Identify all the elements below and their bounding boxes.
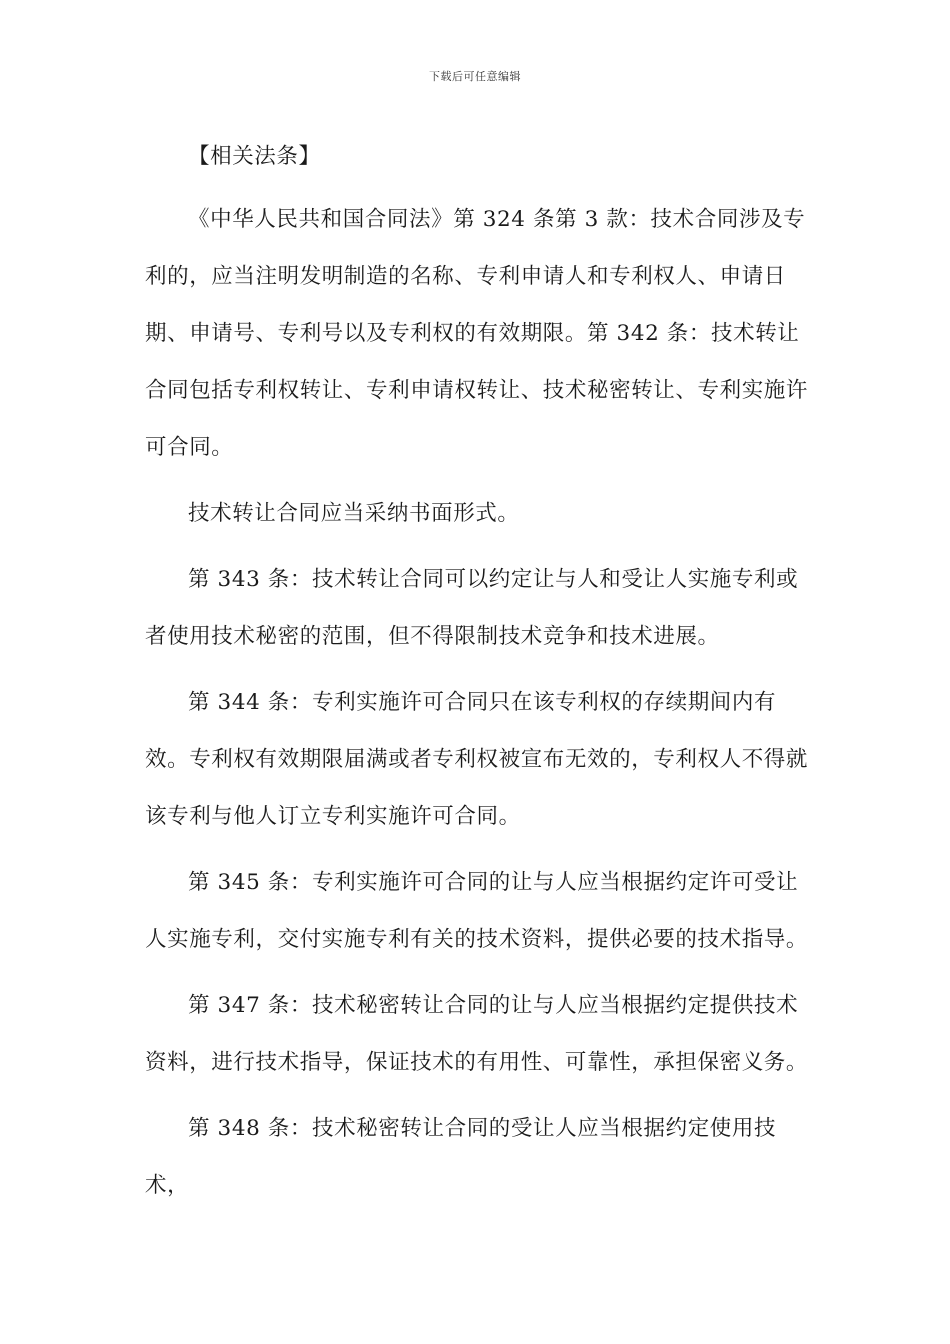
paragraph-article-347: 第 347 条：技术秘密转让合同的让与人应当根据约定提供技术资料，进行技术指导，保证技术的有用性、可靠性，承担保密义务。: [145, 993, 809, 1075]
section-heading: 【相关法条】: [188, 144, 321, 169]
page-header: 下载后可任意编辑: [429, 70, 521, 83]
paragraph-article-343: 第 343 条：技术转让合同可以约定让与人和受让人实施专利或者使用技术秘密的范围，但不得限制技术竞争和技术进展。: [145, 567, 799, 649]
paragraph-written-form: 技术转让合同应当采纳书面形式。: [188, 501, 520, 526]
paragraph-article-348: 第 348 条：技术秘密转让合同的受让人应当根据约定使用技术，: [145, 1116, 777, 1198]
paragraph-article-324-342: 《中华人民共和国合同法》第 324 条第 3 款：技术合同涉及专利的，应当注明发明制造的名称、专利申请人和专利权人、申请日期、申请号、专利号以及专利权的有效期限。第 342 条：技术转让合同包括专利权转让、专利申请权转让、技术秘密转让、专利实施许可合同。: [145, 207, 809, 460]
paragraph-article-344: 第 344 条：专利实施许可合同只在该专利权的存续期间内有效。专利权有效期限届满或者专利权被宣布无效的，专利权人不得就该专利与他人订立专利实施许可合同。: [145, 690, 809, 829]
document-body: [145, 128, 815, 1223]
paragraph-article-345: 第 345 条：专利实施许可合同的让与人应当根据约定许可受让人实施专利，交付实施专利有关的技术资料，提供必要的技术指导。: [145, 870, 809, 952]
